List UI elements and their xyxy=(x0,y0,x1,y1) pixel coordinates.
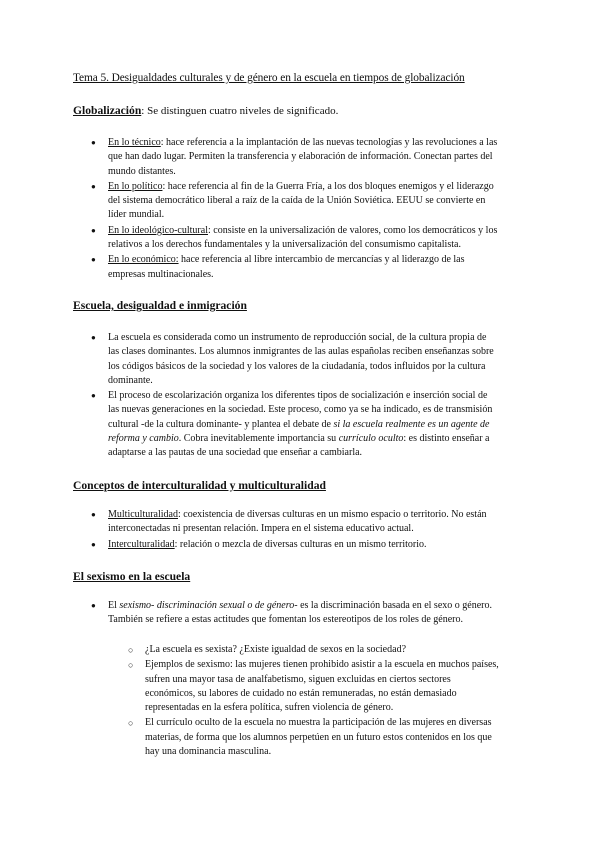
sexismo-heading: El sexismo en la escuela xyxy=(73,570,191,583)
escuela-heading: Escuela, desigualdad e inmigración xyxy=(73,299,247,312)
sub-list-item xyxy=(128,658,500,715)
term: En lo ideológico-cultural xyxy=(108,224,208,236)
term: En lo político xyxy=(108,180,163,192)
list-item xyxy=(91,538,500,552)
bullet-icon: ● xyxy=(91,181,96,191)
globalizacion-heading: Globalización xyxy=(73,104,142,117)
list-item xyxy=(91,136,500,179)
document-title: Tema 5. Desigualdades culturales y de género en la escuela en tiempos de globalización xyxy=(73,72,465,84)
globalizacion-intro-text: : Se distinguen cuatro niveles de significado. xyxy=(141,105,339,117)
list-item xyxy=(91,599,500,628)
list-item xyxy=(91,180,500,223)
bullet-icon: ● xyxy=(91,333,96,342)
term: En lo técnico xyxy=(108,137,161,148)
text-span: El proceso de escolarización organiza los diferentes tipos de socialización e inserción social de las nuevas generaciones en la sociedad. Este proceso, como ya se ha indicado, es de transmisión cultural -de la cultura dominante- y plantea el debate de xyxy=(108,390,493,430)
bullet-icon: ● xyxy=(91,391,96,401)
globalizacion-list xyxy=(91,136,500,283)
definition: hace referencia al libre intercambio de mercancías y al liderazgo de las empresas multinacionales. xyxy=(108,254,465,280)
circle-bullet-icon: ○ xyxy=(128,660,134,671)
sub-list-item xyxy=(128,716,500,759)
circle-bullet-icon: ○ xyxy=(128,718,134,729)
emphasis: si la escuela realmente es un agente de reforma y cambio xyxy=(108,418,490,445)
term: Interculturalidad xyxy=(108,538,175,550)
conceptos-list xyxy=(91,508,500,553)
text-span: El xyxy=(108,600,120,611)
list-item xyxy=(91,253,500,282)
list-item xyxy=(91,331,500,388)
bullet-icon: ● xyxy=(91,510,96,519)
sub-list-item xyxy=(128,643,500,657)
bullet-icon: ● xyxy=(91,255,96,265)
conceptos-heading: Conceptos de interculturalidad y multiculturalidad xyxy=(73,479,326,492)
sub-text: El currículo oculto de la escuela no muestra la participación de las mujeres en diversas materias, de forma que los alumnos perpetúen en un futuro estos contenidos en los que hay una dominancia masculina. xyxy=(145,717,492,758)
sexismo-list xyxy=(91,599,500,629)
paragraph: La escuela es considerada como un instrumento de reproducción social, de la cultura propia de las clases dominantes. Los alumnos inmigrantes de las aulas españolas reciben enseñanzas sobre los códigos básicos de la sociedad y los valores de la ciudadanía, todos influidos por la cultura dominante. xyxy=(108,332,494,386)
list-item xyxy=(91,224,500,253)
bullet-icon: ● xyxy=(91,138,96,147)
term: Multiculturalidad xyxy=(108,509,178,520)
text-span: es la discriminación basada en el sexo o género. También se refiere a estas actitudes que fomentan los estereotipos de los roles de género. xyxy=(108,600,492,626)
definition: : hace referencia al fin de la Guerra Fría, a los dos bloques enemigos y el liderazgo del sistema democrático liberal a raíz de la caída de la Unión Soviética. EEUU se convierte en líder mundial. xyxy=(108,180,494,221)
bullet-icon: ● xyxy=(91,225,96,235)
emphasis: sexismo- discriminación sexual o de género- xyxy=(119,600,298,611)
escuela-list xyxy=(91,331,500,462)
term: En lo económico: xyxy=(108,254,179,266)
list-item xyxy=(91,508,500,537)
sub-text: Ejemplos de sexismo: las mujeres tienen prohibido asistir a la escuela en muchos países, sufren una mayor tasa de analfabetismo, siguen excluidas en ciertos sectores económicos, su labores de cuidado no están remuneradas, no están demasiado representadas en la esfera política, sufren violencia de género. xyxy=(145,659,499,714)
definition: : coexistencia de diversas culturas en un mismo espacio o territorio. No están interconectadas ni presentan relación. Impera en el sistema educativo actual. xyxy=(108,509,487,535)
text-span: . Cobra inevitablemente importancia su xyxy=(178,433,339,445)
definition: : hace referencia a la implantación de las nuevas tecnologías y las revoluciones a las que han dado lugar. Permiten la transferencia y elaboración de información. Conectan partes del mundo distantes. xyxy=(108,137,498,177)
emphasis: currículo oculto xyxy=(338,433,404,445)
definition: : relación o mezcla de diversas culturas en un mismo territorio. xyxy=(174,538,427,550)
definition: : consiste en la universalización de valores, como los democráticos y los relativos a los derechos fundamentales y la universalización del consumismo capitalista. xyxy=(108,224,498,251)
circle-bullet-icon: ○ xyxy=(128,645,134,655)
globalizacion-intro xyxy=(73,104,338,117)
bullet-icon: ● xyxy=(91,601,96,610)
bullet-icon: ● xyxy=(91,539,96,549)
list-item xyxy=(91,389,500,460)
text-span: : es distinto enseñar a adaptarse a las pautas de una sociedad que enseñar a cambiarla. xyxy=(108,433,490,459)
sexismo-sublist xyxy=(128,643,500,760)
sub-text: ¿La escuela es sexista? ¿Existe igualdad de sexos en la sociedad? xyxy=(145,644,407,655)
